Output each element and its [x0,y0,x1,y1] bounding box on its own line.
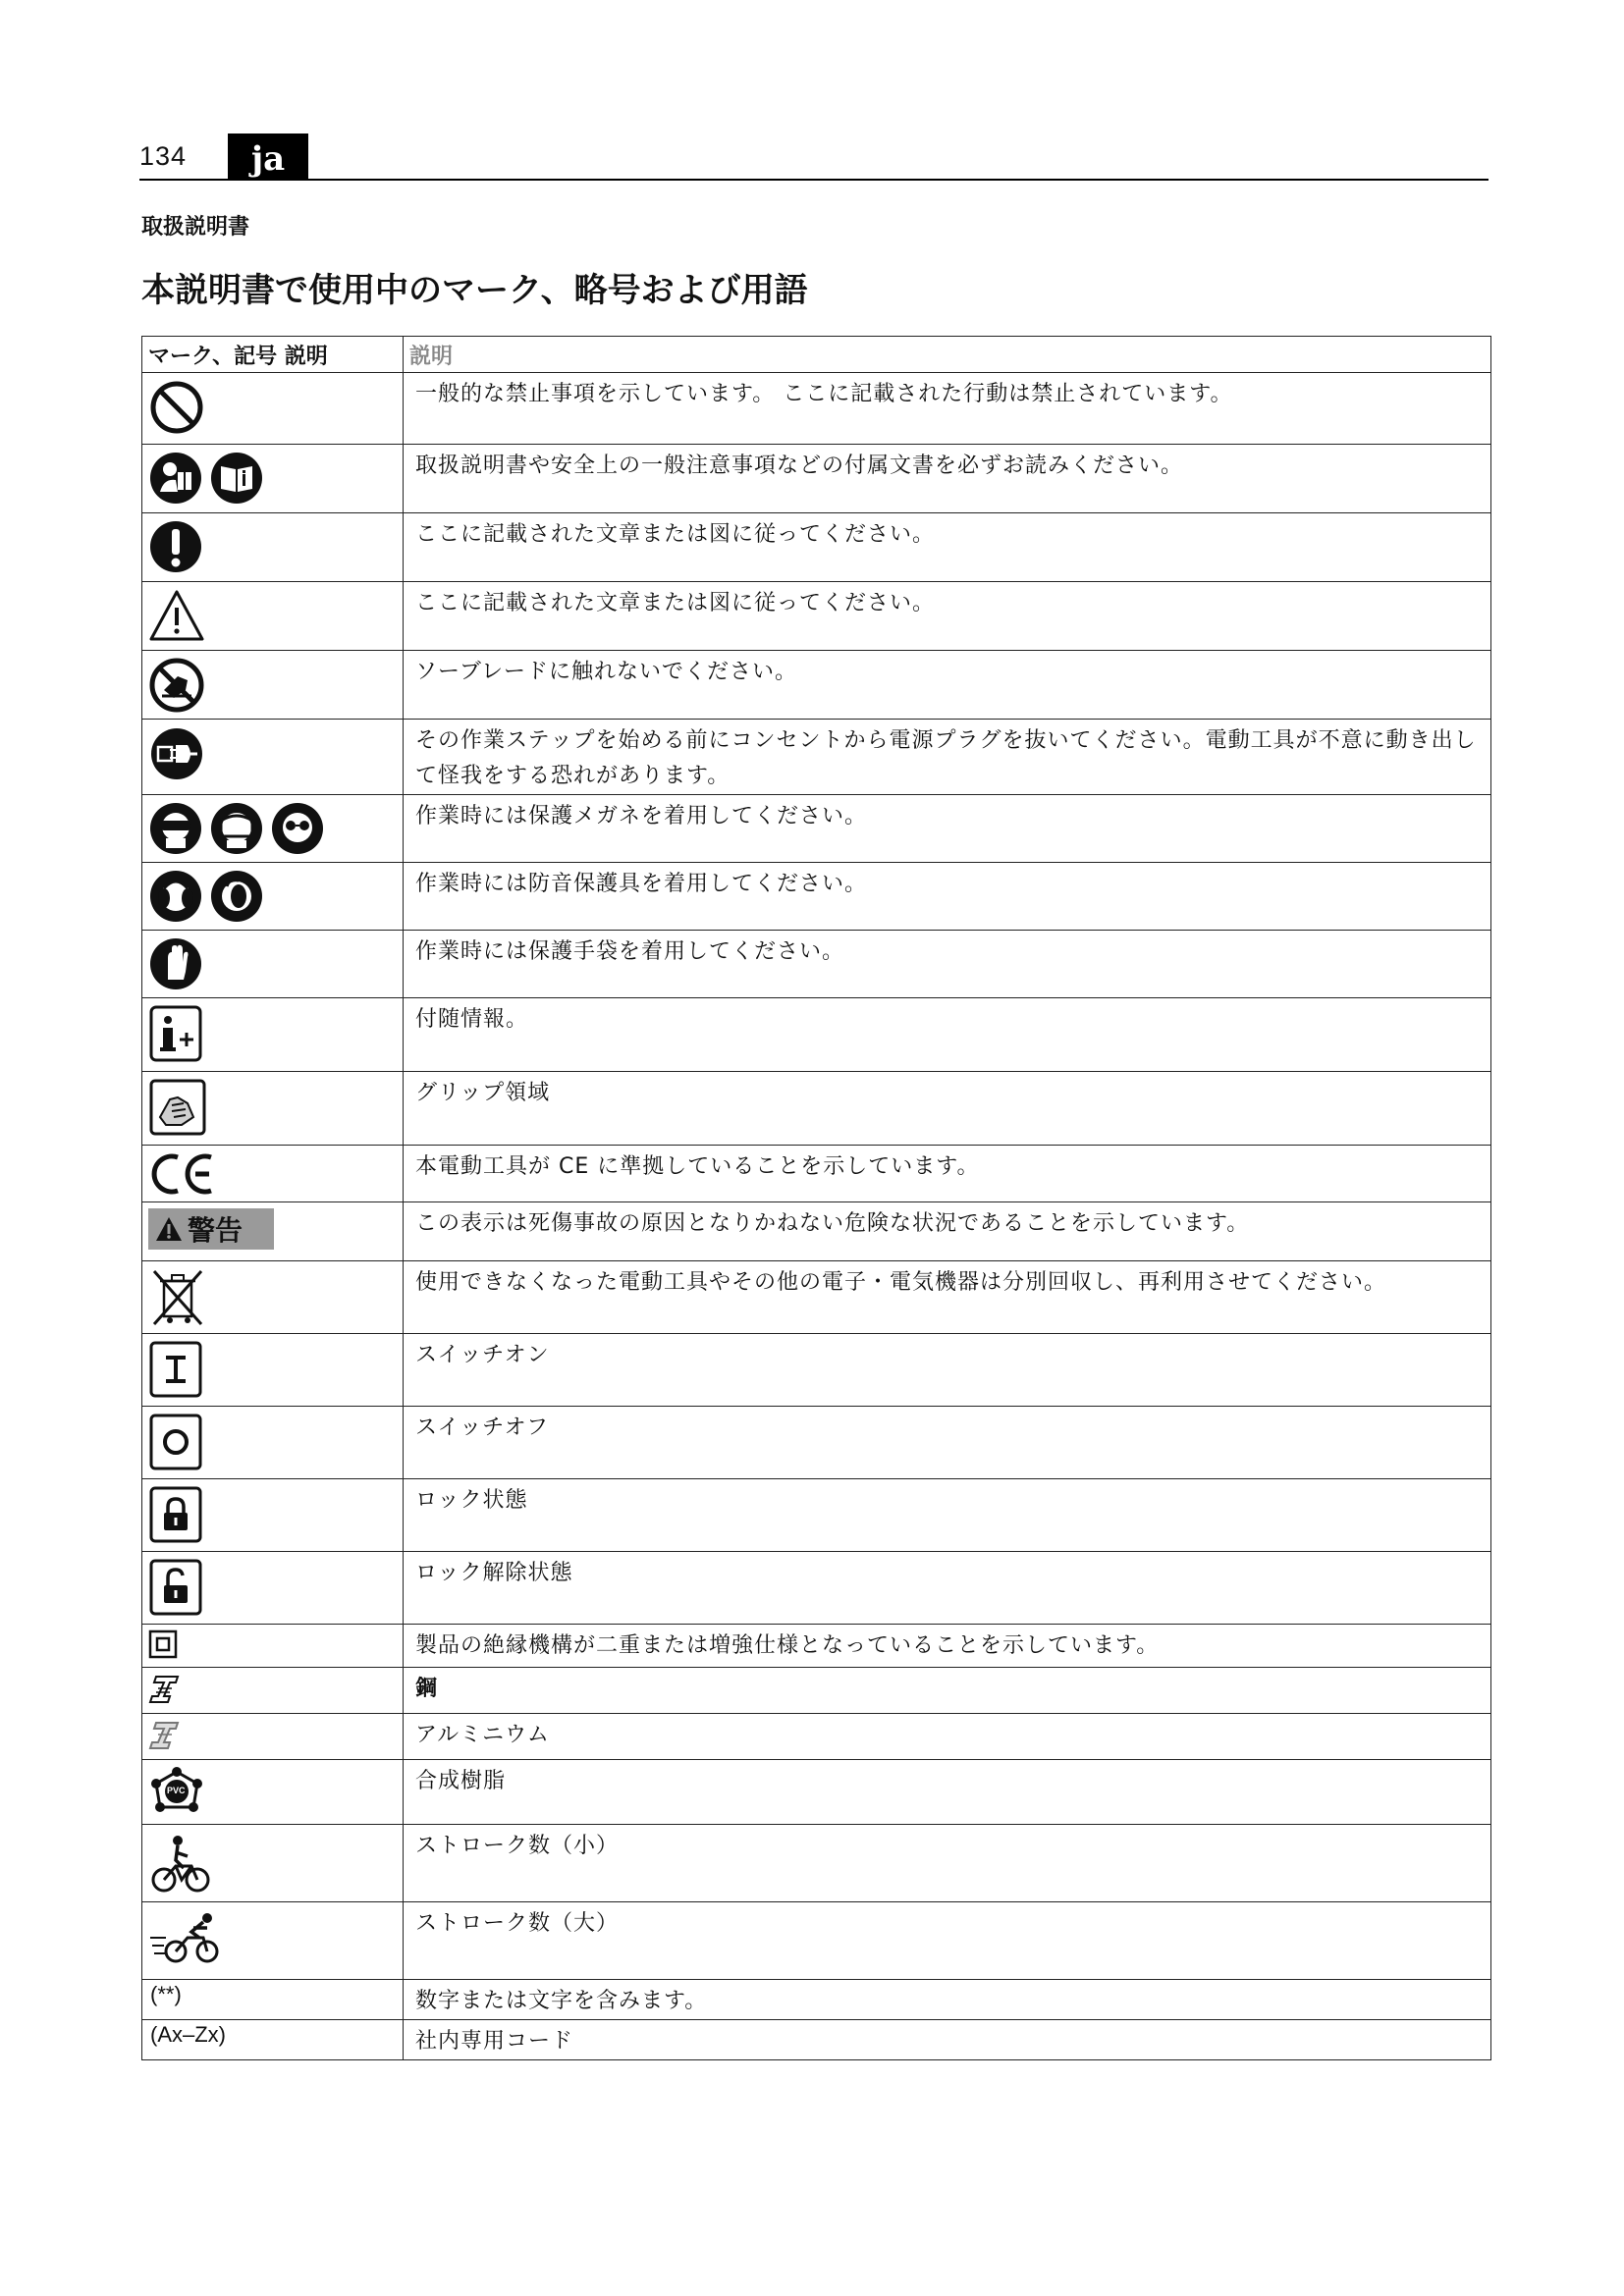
row-description: ここに記載された文章または図に従ってください。 [404,513,1491,582]
warning-label-text: 警告 [188,1214,244,1247]
row-description: ここに記載された文章または図に従ってください。 [404,582,1491,651]
table-row [142,1714,1491,1760]
page-title: 本説明書で使用中のマーク、略号および用語 [141,271,808,310]
row-description: その作業ステップを始める前にコンセントから電源プラグを抜いてください。電動工具が不意に動き出して怪我をする恐れがあります。 [404,720,1491,795]
table-row [142,582,1491,651]
table-row [142,373,1491,445]
mandatory-exclamation-icon [148,519,203,574]
row-description: 使用できなくなった電動工具やその他の電子・電気機器は分別回収し、再利用させてください。 [404,1261,1491,1334]
switch-off-icon [148,1413,203,1471]
table-row [142,1261,1491,1334]
row-description: 鋼 [404,1668,1491,1714]
page-number: 134 [139,141,188,171]
table-row [142,2020,1491,2060]
ear-protection-icon [209,869,264,924]
double-insulation-icon [148,1629,178,1659]
table-row [142,1146,1491,1202]
row-description: グリップ領域 [404,1072,1491,1146]
row-description: ロック解除状態 [404,1552,1491,1625]
table-row [142,513,1491,582]
lock-open-icon [148,1558,203,1617]
col-header-mark: マーク、記号 説明 [142,337,404,373]
row-description: ストローク数（大） [404,1902,1491,1980]
row-description: スイッチオン [404,1334,1491,1407]
switch-on-icon [148,1340,203,1399]
ce-mark-icon [148,1151,215,1197]
language-tab: ja [228,133,308,179]
table-row [142,651,1491,720]
table-row [142,998,1491,1072]
no-touch-blade-icon [148,657,205,714]
table-header-row [142,337,1491,373]
aluminium-icon [148,1719,182,1752]
table-row [142,1334,1491,1407]
row-description: 作業時には保護メガネを着用してください。 [404,795,1491,863]
row-description: ロック状態 [404,1479,1491,1552]
stroke-low-icon [148,1831,213,1896]
row-description: 数字または文字を含みます。 [404,1980,1491,2020]
row-description: 製品の絶縁機構が二重または増強仕様となっていることを示しています。 [404,1625,1491,1668]
warning-label-icon [148,1208,274,1250]
row-description: 一般的な禁止事項を示しています。 ここに記載された行動は禁止されています。 [404,373,1491,445]
unplug-icon [148,725,205,782]
table-row [142,1760,1491,1825]
steel-icon [148,1673,182,1706]
row-description: ストローク数（小） [404,1825,1491,1902]
row-description: 社内専用コード [404,2020,1491,2060]
row-description: スイッチオフ [404,1407,1491,1479]
table-row [142,1625,1491,1668]
safety-glasses-icon [270,801,325,856]
lock-closed-icon [148,1485,203,1544]
table-row [142,931,1491,998]
row-description: 作業時には保護手袋を着用してください。 [404,931,1491,998]
gloves-icon [148,936,203,991]
text-mark: (**) [142,1980,404,2020]
row-description: 合成樹脂 [404,1760,1491,1825]
marks-table [141,336,1491,2060]
stroke-high-icon [148,1908,223,1967]
ear-muffs-icon [148,869,203,924]
face-shield-icon [209,801,264,856]
section-label: 取扱説明書 [141,215,250,240]
row-description: 作業時には防音保護具を着用してください。 [404,863,1491,931]
row-description: 付随情報。 [404,998,1491,1072]
table-row [142,1825,1491,1902]
table-row [142,1072,1491,1146]
table-row [142,1902,1491,1980]
warning-triangle-icon [148,588,205,643]
prohibition-icon [148,379,205,436]
row-description: ソーブレードに触れないでください。 [404,651,1491,720]
col-header-description: 説明 [404,337,1491,373]
table-row [142,445,1491,513]
pvc-label: PVC [167,1786,186,1795]
table-row [142,720,1491,795]
table-row [142,1479,1491,1552]
header-rule [139,179,1489,181]
table-row [142,1407,1491,1479]
pvc-icon [148,1766,205,1817]
table-row [142,1202,1491,1261]
row-description: アルミニウム [404,1714,1491,1760]
table-row [142,1552,1491,1625]
table-row [142,1668,1491,1714]
goggles-icon [148,801,203,856]
row-description: この表示は死傷事故の原因となりかねない危険な状況であることを示しています。 [404,1202,1491,1261]
text-mark: (Ax–Zx) [142,2020,404,2060]
row-description: 取扱説明書や安全上の一般注意事項などの付属文書を必ずお読みください。 [404,445,1491,513]
table-row [142,795,1491,863]
table-row [142,1980,1491,2020]
table-row [142,863,1491,931]
grip-area-icon [148,1078,207,1137]
weee-bin-icon [148,1267,207,1328]
row-description: 本電動工具が CE に準拠していることを示しています。 [404,1146,1491,1202]
read-manual-book-icon [209,451,264,506]
read-manual-person-icon [148,451,203,506]
info-plus-icon [148,1004,203,1063]
